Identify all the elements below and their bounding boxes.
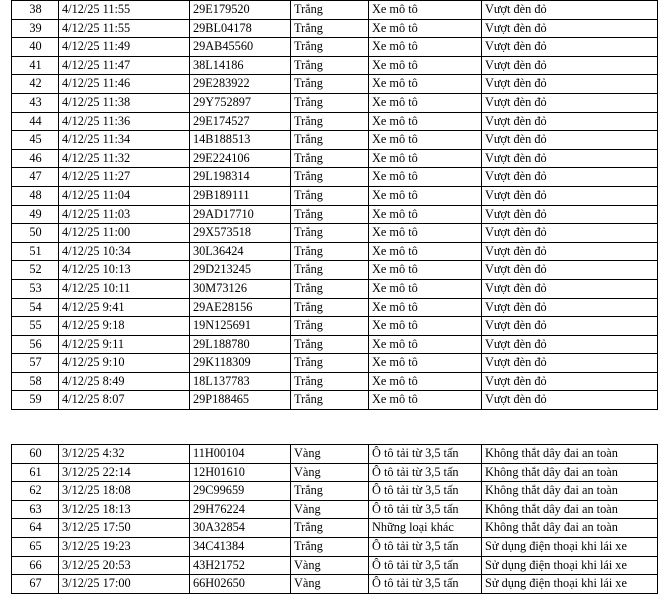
cell-violation: Vượt đèn đỏ xyxy=(482,131,658,150)
table-row xyxy=(12,38,658,57)
cell-vehicle-type: Những loại khác xyxy=(369,519,482,538)
violation-table-primary xyxy=(11,0,658,410)
cell-vehicle-type: Xe mô tô xyxy=(369,1,482,20)
cell-plate-color: Trắng xyxy=(291,149,369,168)
cell-violation: Vượt đèn đỏ xyxy=(482,335,658,354)
cell-vehicle-type: Xe mô tô xyxy=(369,93,482,112)
cell-vehicle-type: Xe mô tô xyxy=(369,298,482,317)
cell-datetime: 4/12/25 10:13 xyxy=(59,261,190,280)
cell-plate-number: 12H01610 xyxy=(190,463,291,482)
cell-datetime: 4/12/25 11:46 xyxy=(59,75,190,94)
cell-datetime: 3/12/25 22:14 xyxy=(59,463,190,482)
cell-vehicle-type: Xe mô tô xyxy=(369,186,482,205)
cell-index: 63 xyxy=(12,500,59,519)
cell-vehicle-type: Ô tô tải từ 3,5 tấn xyxy=(369,556,482,575)
cell-vehicle-type: Ô tô tải từ 3,5 tấn xyxy=(369,500,482,519)
cell-violation: Vượt đèn đỏ xyxy=(482,279,658,298)
cell-plate-number: 43H21752 xyxy=(190,556,291,575)
cell-datetime: 4/12/25 11:55 xyxy=(59,19,190,38)
cell-violation: Vượt đèn đỏ xyxy=(482,224,658,243)
table-row xyxy=(12,500,658,519)
cell-vehicle-type: Xe mô tô xyxy=(369,261,482,280)
cell-index: 39 xyxy=(12,19,59,38)
cell-index: 49 xyxy=(12,205,59,224)
cell-violation: Không thắt dây đai an toàn xyxy=(482,445,658,464)
cell-plate-color: Vàng xyxy=(291,556,369,575)
cell-vehicle-type: Xe mô tô xyxy=(369,38,482,57)
cell-violation: Vượt đèn đỏ xyxy=(482,56,658,75)
cell-index: 48 xyxy=(12,186,59,205)
cell-index: 45 xyxy=(12,131,59,150)
cell-plate-color: Trắng xyxy=(291,75,369,94)
cell-index: 66 xyxy=(12,556,59,575)
cell-datetime: 4/12/25 11:49 xyxy=(59,38,190,57)
cell-plate-number: 29AE28156 xyxy=(190,298,291,317)
cell-plate-number: 18L137783 xyxy=(190,372,291,391)
cell-index: 65 xyxy=(12,538,59,557)
cell-violation: Không thắt dây đai an toàn xyxy=(482,463,658,482)
cell-violation: Vượt đèn đỏ xyxy=(482,242,658,261)
cell-datetime: 4/12/25 11:27 xyxy=(59,168,190,187)
cell-plate-number: 29C99659 xyxy=(190,482,291,501)
cell-plate-number: 29E179520 xyxy=(190,1,291,20)
cell-plate-number: 38L14186 xyxy=(190,56,291,75)
cell-datetime: 4/12/25 9:11 xyxy=(59,335,190,354)
table-row xyxy=(12,93,658,112)
cell-plate-color: Trắng xyxy=(291,131,369,150)
cell-vehicle-type: Xe mô tô xyxy=(369,242,482,261)
cell-violation: Vượt đèn đỏ xyxy=(482,391,658,410)
cell-plate-number: 29E174527 xyxy=(190,112,291,131)
cell-violation: Vượt đèn đỏ xyxy=(482,75,658,94)
cell-violation: Vượt đèn đỏ xyxy=(482,298,658,317)
cell-plate-color: Trắng xyxy=(291,538,369,557)
cell-plate-color: Trắng xyxy=(291,38,369,57)
cell-datetime: 4/12/25 11:38 xyxy=(59,93,190,112)
cell-plate-number: 29L188780 xyxy=(190,335,291,354)
table-row xyxy=(12,317,658,336)
cell-vehicle-type: Xe mô tô xyxy=(369,19,482,38)
table-row xyxy=(12,463,658,482)
cell-plate-number: 29E224106 xyxy=(190,149,291,168)
cell-plate-color: Trắng xyxy=(291,372,369,391)
cell-plate-color: Trắng xyxy=(291,261,369,280)
table-row xyxy=(12,519,658,538)
table-row xyxy=(12,149,658,168)
cell-plate-number: 30L36424 xyxy=(190,242,291,261)
cell-plate-color: Trắng xyxy=(291,186,369,205)
cell-plate-number: 11H00104 xyxy=(190,445,291,464)
cell-violation: Không thắt dây đai an toàn xyxy=(482,519,658,538)
cell-vehicle-type: Xe mô tô xyxy=(369,56,482,75)
cell-index: 55 xyxy=(12,317,59,336)
table-row xyxy=(12,186,658,205)
cell-index: 42 xyxy=(12,75,59,94)
cell-plate-color: Trắng xyxy=(291,279,369,298)
cell-datetime: 3/12/25 19:23 xyxy=(59,538,190,557)
cell-plate-color: Trắng xyxy=(291,242,369,261)
cell-datetime: 4/12/25 10:34 xyxy=(59,242,190,261)
table-row xyxy=(12,335,658,354)
table-row xyxy=(12,372,658,391)
table-row xyxy=(12,242,658,261)
cell-violation: Vượt đèn đỏ xyxy=(482,317,658,336)
cell-violation: Vượt đèn đỏ xyxy=(482,93,658,112)
cell-plate-number: 29AB45560 xyxy=(190,38,291,57)
cell-plate-color: Trắng xyxy=(291,1,369,20)
cell-plate-color: Vàng xyxy=(291,445,369,464)
cell-plate-number: 14B188513 xyxy=(190,131,291,150)
cell-plate-color: Trắng xyxy=(291,391,369,410)
table-row xyxy=(12,75,658,94)
cell-vehicle-type: Ô tô tải từ 3,5 tấn xyxy=(369,463,482,482)
cell-violation: Vượt đèn đỏ xyxy=(482,149,658,168)
cell-datetime: 4/12/25 8:49 xyxy=(59,372,190,391)
cell-violation: Vượt đèn đỏ xyxy=(482,168,658,187)
cell-plate-number: 29D213245 xyxy=(190,261,291,280)
cell-violation: Sử dụng điện thoại khi lái xe xyxy=(482,575,658,594)
cell-violation: Sử dụng điện thoại khi lái xe xyxy=(482,538,658,557)
cell-datetime: 4/12/25 11:04 xyxy=(59,186,190,205)
cell-plate-color: Trắng xyxy=(291,205,369,224)
table-row xyxy=(12,298,658,317)
cell-index: 60 xyxy=(12,445,59,464)
cell-plate-number: 29X573518 xyxy=(190,224,291,243)
table-body xyxy=(12,445,658,594)
cell-index: 40 xyxy=(12,38,59,57)
cell-plate-color: Trắng xyxy=(291,354,369,373)
cell-plate-color: Trắng xyxy=(291,482,369,501)
cell-datetime: 4/12/25 11:32 xyxy=(59,149,190,168)
cell-index: 67 xyxy=(12,575,59,594)
cell-plate-color: Trắng xyxy=(291,56,369,75)
cell-vehicle-type: Ô tô tải từ 3,5 tấn xyxy=(369,538,482,557)
cell-violation: Không thắt dây đai an toàn xyxy=(482,500,658,519)
cell-vehicle-type: Xe mô tô xyxy=(369,224,482,243)
table-row xyxy=(12,445,658,464)
table-separator xyxy=(0,410,668,444)
table-row xyxy=(12,112,658,131)
cell-violation: Vượt đèn đỏ xyxy=(482,1,658,20)
cell-plate-color: Vàng xyxy=(291,500,369,519)
cell-plate-color: Trắng xyxy=(291,112,369,131)
cell-datetime: 3/12/25 17:50 xyxy=(59,519,190,538)
table-row xyxy=(12,19,658,38)
violation-table-secondary xyxy=(11,444,658,594)
cell-datetime: 4/12/25 9:10 xyxy=(59,354,190,373)
table-row xyxy=(12,556,658,575)
cell-violation: Vượt đèn đỏ xyxy=(482,112,658,131)
table-row xyxy=(12,131,658,150)
cell-datetime: 4/12/25 10:11 xyxy=(59,279,190,298)
cell-vehicle-type: Xe mô tô xyxy=(369,112,482,131)
cell-datetime: 4/12/25 8:07 xyxy=(59,391,190,410)
cell-datetime: 4/12/25 9:41 xyxy=(59,298,190,317)
cell-datetime: 3/12/25 18:08 xyxy=(59,482,190,501)
cell-plate-color: Trắng xyxy=(291,519,369,538)
cell-index: 51 xyxy=(12,242,59,261)
cell-plate-color: Trắng xyxy=(291,224,369,243)
table-row xyxy=(12,224,658,243)
cell-plate-number: 34C41384 xyxy=(190,538,291,557)
cell-vehicle-type: Xe mô tô xyxy=(369,168,482,187)
cell-plate-number: 29H76224 xyxy=(190,500,291,519)
cell-index: 54 xyxy=(12,298,59,317)
table-row xyxy=(12,168,658,187)
cell-datetime: 3/12/25 4:32 xyxy=(59,445,190,464)
cell-datetime: 4/12/25 11:47 xyxy=(59,56,190,75)
cell-plate-number: 30M73126 xyxy=(190,279,291,298)
cell-index: 57 xyxy=(12,354,59,373)
cell-plate-color: Trắng xyxy=(291,298,369,317)
cell-index: 59 xyxy=(12,391,59,410)
cell-index: 38 xyxy=(12,1,59,20)
cell-violation: Vượt đèn đỏ xyxy=(482,38,658,57)
cell-plate-number: 29K118309 xyxy=(190,354,291,373)
cell-vehicle-type: Ô tô tải từ 3,5 tấn xyxy=(369,482,482,501)
cell-plate-color: Trắng xyxy=(291,93,369,112)
cell-index: 52 xyxy=(12,261,59,280)
cell-datetime: 4/12/25 11:34 xyxy=(59,131,190,150)
cell-vehicle-type: Xe mô tô xyxy=(369,149,482,168)
cell-plate-number: 29B189111 xyxy=(190,186,291,205)
cell-vehicle-type: Xe mô tô xyxy=(369,391,482,410)
cell-plate-number: 29E283922 xyxy=(190,75,291,94)
cell-vehicle-type: Ô tô tải từ 3,5 tấn xyxy=(369,575,482,594)
cell-index: 64 xyxy=(12,519,59,538)
cell-vehicle-type: Xe mô tô xyxy=(369,354,482,373)
cell-index: 53 xyxy=(12,279,59,298)
cell-violation: Vượt đèn đỏ xyxy=(482,372,658,391)
cell-datetime: 3/12/25 17:00 xyxy=(59,575,190,594)
cell-plate-color: Trắng xyxy=(291,168,369,187)
cell-index: 56 xyxy=(12,335,59,354)
cell-index: 61 xyxy=(12,463,59,482)
table-body xyxy=(12,1,658,410)
cell-plate-number: 19N125691 xyxy=(190,317,291,336)
cell-plate-color: Trắng xyxy=(291,317,369,336)
cell-violation: Sử dụng điện thoại khi lái xe xyxy=(482,556,658,575)
cell-violation: Vượt đèn đỏ xyxy=(482,261,658,280)
cell-index: 62 xyxy=(12,482,59,501)
cell-plate-number: 29Y752897 xyxy=(190,93,291,112)
cell-vehicle-type: Xe mô tô xyxy=(369,205,482,224)
cell-datetime: 4/12/25 11:00 xyxy=(59,224,190,243)
cell-vehicle-type: Xe mô tô xyxy=(369,75,482,94)
table-row xyxy=(12,354,658,373)
cell-index: 46 xyxy=(12,149,59,168)
table-row xyxy=(12,575,658,594)
cell-plate-color: Trắng xyxy=(291,335,369,354)
table-row xyxy=(12,56,658,75)
cell-plate-number: 29BL04178 xyxy=(190,19,291,38)
cell-violation: Vượt đèn đỏ xyxy=(482,19,658,38)
cell-vehicle-type: Xe mô tô xyxy=(369,317,482,336)
cell-violation: Vượt đèn đỏ xyxy=(482,186,658,205)
cell-plate-number: 66H02650 xyxy=(190,575,291,594)
cell-plate-color: Vàng xyxy=(291,575,369,594)
table-row xyxy=(12,279,658,298)
cell-violation: Vượt đèn đỏ xyxy=(482,205,658,224)
cell-index: 58 xyxy=(12,372,59,391)
cell-datetime: 3/12/25 20:53 xyxy=(59,556,190,575)
cell-violation: Không thắt dây đai an toàn xyxy=(482,482,658,501)
table-row xyxy=(12,538,658,557)
cell-plate-number: 29AD17710 xyxy=(190,205,291,224)
cell-plate-color: Trắng xyxy=(291,19,369,38)
cell-index: 44 xyxy=(12,112,59,131)
cell-plate-number: 29L198314 xyxy=(190,168,291,187)
cell-index: 43 xyxy=(12,93,59,112)
cell-plate-number: 29P188465 xyxy=(190,391,291,410)
cell-datetime: 4/12/25 11:55 xyxy=(59,1,190,20)
table-row xyxy=(12,391,658,410)
cell-vehicle-type: Xe mô tô xyxy=(369,279,482,298)
cell-vehicle-type: Xe mô tô xyxy=(369,131,482,150)
table-row xyxy=(12,261,658,280)
cell-datetime: 4/12/25 9:18 xyxy=(59,317,190,336)
cell-datetime: 4/12/25 11:36 xyxy=(59,112,190,131)
table-row xyxy=(12,482,658,501)
cell-index: 50 xyxy=(12,224,59,243)
cell-index: 41 xyxy=(12,56,59,75)
cell-datetime: 4/12/25 11:03 xyxy=(59,205,190,224)
cell-vehicle-type: Xe mô tô xyxy=(369,335,482,354)
cell-vehicle-type: Ô tô tải từ 3,5 tấn xyxy=(369,445,482,464)
cell-violation: Vượt đèn đỏ xyxy=(482,354,658,373)
cell-index: 47 xyxy=(12,168,59,187)
cell-vehicle-type: Xe mô tô xyxy=(369,372,482,391)
cell-plate-color: Vàng xyxy=(291,463,369,482)
cell-plate-number: 30A32854 xyxy=(190,519,291,538)
table-row xyxy=(12,205,658,224)
cell-datetime: 3/12/25 18:13 xyxy=(59,500,190,519)
table-row xyxy=(12,1,658,20)
